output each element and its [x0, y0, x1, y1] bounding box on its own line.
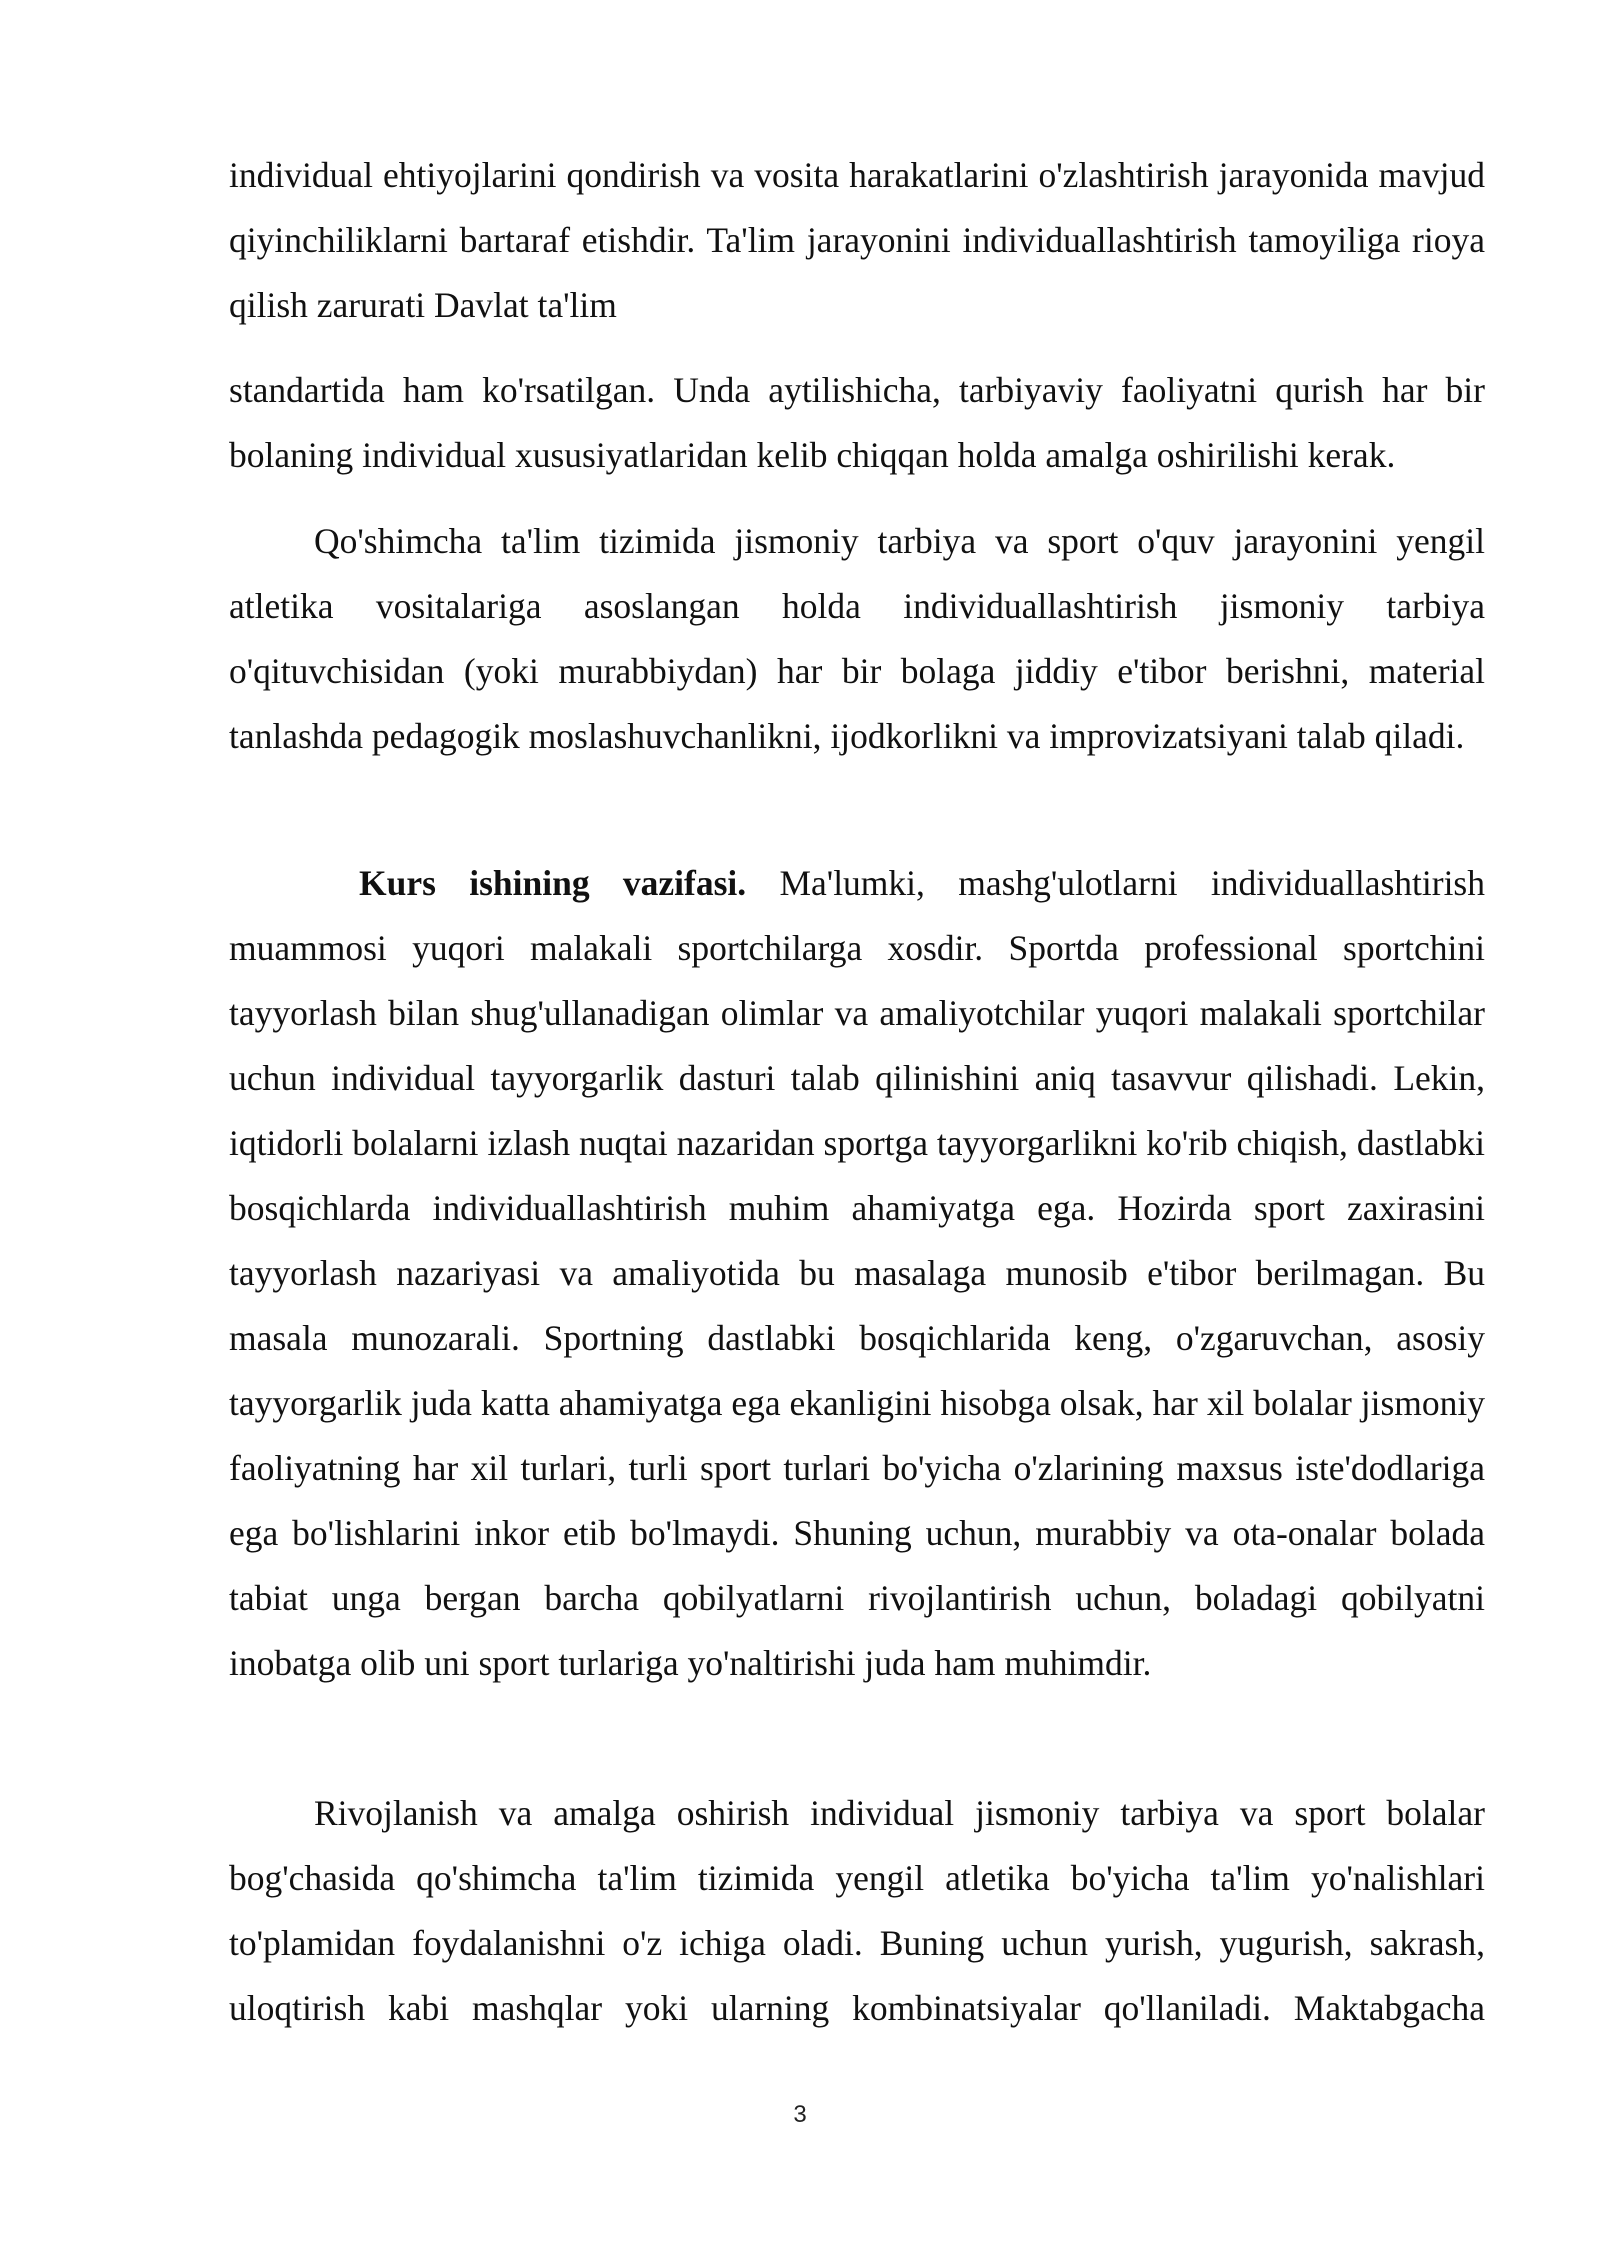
page-number: 3 — [793, 2101, 807, 2128]
paragraph-5 — [229, 1781, 1485, 2041]
section-heading-inline: Kurs ishining vazifasi. — [359, 863, 747, 903]
paragraph-3 — [229, 509, 1485, 769]
paragraph-2 — [229, 358, 1485, 488]
paragraph-1-text: individual ehtiyojlarini qondirish va vosita harakatlarini o'zlashtirish jarayonida mavjud qiyinchiliklarni bartaraf etishdir. Ta'lim jarayonini individuallashtirish tamoyiliga rioya qilish zarurati Davlat ta'lim — [229, 155, 1485, 325]
paragraph-2-text: standartida ham ko'rsatilgan. Unda aytilishicha, tarbiyaviy faoliyatni qurish har bir bolaning individual xususiyatlaridan kelib chiqqan holda amalga oshirilishi kerak. — [229, 370, 1485, 475]
paragraph-4 — [229, 851, 1485, 1696]
paragraph-5-text: Rivojlanish va amalga oshirish individual jismoniy tarbiya va sport bolalar bog'chasida qo'shimcha ta'lim tizimida yengil atletika bo'yicha ta'lim yo'nalishlari to'plamidan foydalanishni o'z ichiga oladi. Buning uchun yurish, yugurish, sakrash, uloqtirish kabi mashqlar yoki ularning kombinatsiyalar qo'llaniladi. Maktabgacha — [229, 1793, 1485, 2028]
paragraph-1 — [229, 143, 1485, 338]
paragraph-4-text: Ma'lumki, mashg'ulotlarni individuallashtirish muammosi yuqori malakali sportchilarga xosdir. Sportda professional sportchini tayyorlash bilan shug'ullanadigan olimlar va amaliyotchilar yuqori malakali sportchilar uchun individual tayyorgarlik dasturi talab qilinishini aniq tasavvur qilishadi. Lekin, iqtidorli bolalarni izlash nuqtai nazaridan sportga tayyorgarlikni ko'rib chiqish, dastlabki bosqichlarda individuallashtirish muhim ahamiyatga ega. Hozirda sport zaxirasini tayyorlash nazariyasi va amaliyotida bu masalaga munosib e'tibor berilmagan. Bu masala munozarali. Sportning dastlabki bosqichlarida keng, o'zgaruvchan, asosiy tayyorgarlik juda katta ahamiyatga ega ekanligini hisobga olsak, har xil bolalar jismoniy faoliyatning har xil turlari, turli sport turlari bo'yicha o'zlarining maxsus iste'dodlariga ega bo'lishlarini inkor etib bo'lmaydi. Shuning uchun, murabbiy va ota-onalar bolada tabiat unga bergan barcha qobilyatlarni rivojlantirish uchun, boladagi qobilyatni inobatga olib uni sport turlariga yo'naltirishi juda ham muhimdir. — [229, 863, 1485, 1683]
paragraph-3-text: Qo'shimcha ta'lim tizimida jismoniy tarbiya va sport o'quv jarayonini yengil atletika vositalariga asoslangan holda individuallashtirish jismoniy tarbiya o'qituvchisidan (yoki murabbiydan) har bir bolaga jiddiy e'tibor berishni, material tanlashda pedagogik moslashuvchanlikni, ijodkorlikni va improvizatsiyani talab qiladi. — [229, 521, 1485, 756]
